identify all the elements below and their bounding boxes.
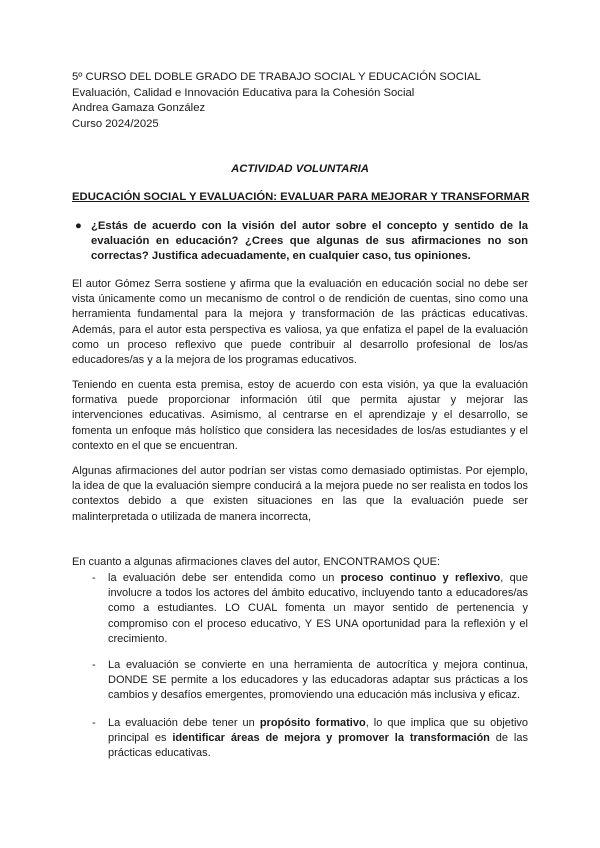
document-subtitle: EDUCACIÓN SOCIAL Y EVALUACIÓN: EVALUAR PARA MEJORAR Y TRANSFORMAR xyxy=(72,191,530,203)
list-item xyxy=(92,716,529,762)
list-item-emphasis: identificar áreas de mejora y promover la transformación xyxy=(172,732,490,745)
list-item-text: La evaluación se convierte en una herramienta de autocrítica y mejora continua, DONDE SE permite a los educadores y las educadoras adaptar sus prácticas a los cambios y desafíos emergentes, promoviendo una educación más inclusiva y eficaz. xyxy=(108,659,528,702)
dash-bullet: - xyxy=(92,717,96,729)
question-text: ¿Estás de acuerdo con la visión del autor sobre el concepto y sentido de la evaluación en educación? ¿Crees que algunas de sus afirmaciones no son correctas? Justifica adecuadamente, en cualquier caso, tus opiniones. xyxy=(91,220,528,263)
header-author-line: Andrea Gamaza González xyxy=(72,102,206,115)
header-course-line: Curso 2024/2025 xyxy=(72,117,159,130)
activity-title: ACTIVIDAD VOLUNTARIA xyxy=(231,163,369,175)
dash-bullet: - xyxy=(92,572,96,584)
list-item xyxy=(92,658,528,704)
header-degree-line: 5º CURSO DEL DOBLE GRADO DE TRABAJO SOCIAL Y EDUCACIÓN SOCIAL xyxy=(72,71,481,83)
bullet-icon: ● xyxy=(75,220,82,232)
list-item-text: de las prácticas educativas. xyxy=(108,732,528,760)
list-item-text: , lo que implica que su objetivo principal es xyxy=(108,717,529,745)
dash-bullet: - xyxy=(92,659,96,671)
paragraph-criticism: Algunas afirmaciones del autor podrían ser vistas como demasiado optimistas. Por ejemplo, la idea de que la evaluación siempre conducirá a la mejora puede no ser realista en todos los contextos debido a que existen situaciones en las que la evaluación puede ser malinterpretada o utilizada de manera incorrecta, xyxy=(72,465,528,523)
list-item-emphasis: propósito formativo xyxy=(259,717,366,729)
question-block xyxy=(75,219,528,265)
list-item-emphasis: proceso continuo y reflexivo xyxy=(340,572,501,584)
document-header xyxy=(72,70,481,132)
list-item-text: la evaluación debe ser entendida como un xyxy=(108,572,341,584)
paragraph-author-view: El autor Gómez Serra sostiene y afirma que la evaluación en educación social no debe ser vista únicamente como un mecanismo de control o de rendición de cuentas, sino como una herramienta fundamental para la mejora y transformación de las prácticas educativas. Además, para el autor esta perspectiva es valiosa, ya que enfatiza el papel de la evaluación como un proceso reflexivo que puede contribuir al desarrollo profesional de los/as educadores/as y a la mejora de los programas educativos. xyxy=(72,278,528,367)
key-claims-intro: En cuanto a algunas afirmaciones claves del autor, ENCONTRAMOS QUE: xyxy=(72,556,441,568)
list-item-text: , que involucre a todos los actores del ámbito educativo, incluyendo tanto a educadores/as como a estudiantes. LO CUAL fomenta un mayor sentido de pertenencia y compromiso con el proceso educativo, Y ES UNA oportunidad para la reflexión y el crecimiento. xyxy=(108,572,528,645)
paragraph-agreement: Teniendo en cuenta esta premisa, estoy de acuerdo con esta visión, ya que la evaluación formativa puede proporcionar información útil que permita ajustar y mejorar las intervenciones educativas. Asimismo, al centrarse en el aprendizaje y el desarrollo, se fomenta un enfoque más holístico que considera las necesidades de los/as estudiantes y el contexto en el que se encuentran. xyxy=(72,379,528,452)
list-item xyxy=(92,571,528,647)
header-subject-line: Evaluación, Calidad e Innovación Educativa para la Cohesión Social xyxy=(72,86,415,99)
list-item-text: La evaluación debe tener un xyxy=(108,717,260,729)
